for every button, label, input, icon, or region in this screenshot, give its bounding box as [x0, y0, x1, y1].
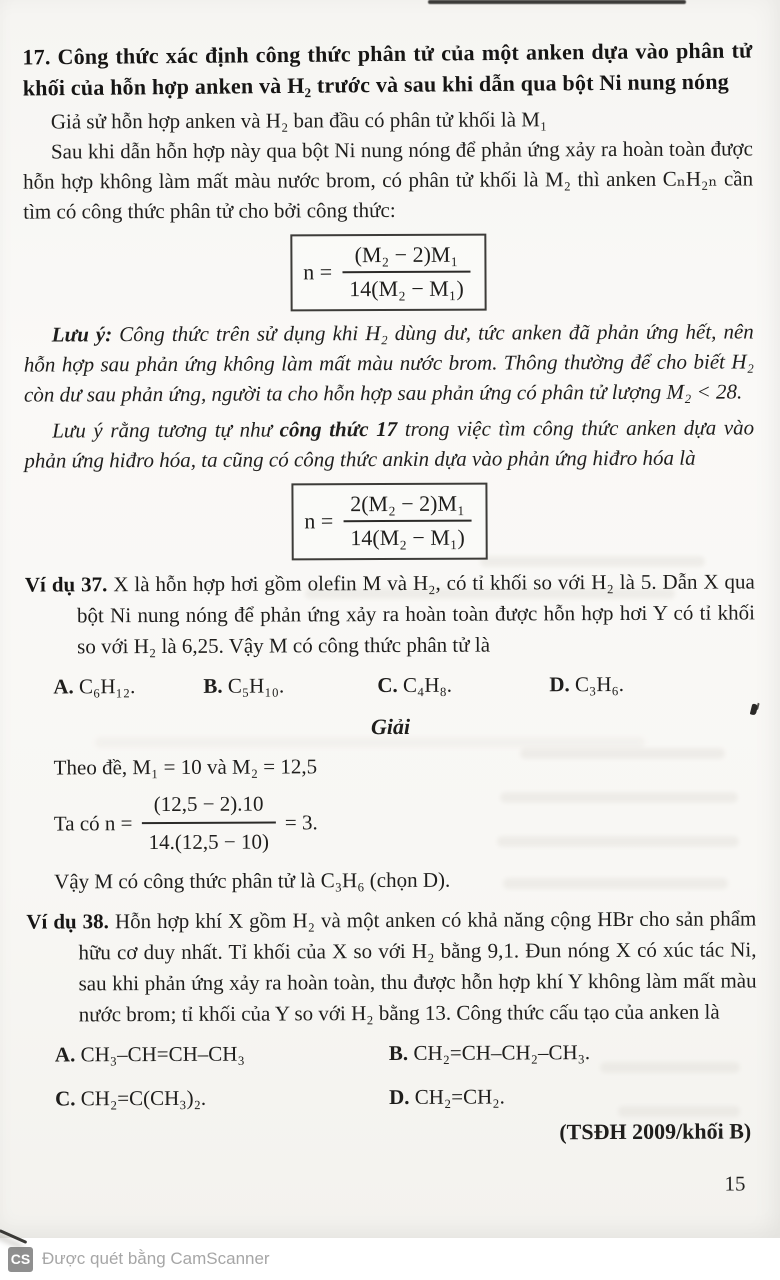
formula-1-fraction — [342, 242, 471, 303]
paragraph-derivation: Sau khi dẫn hỗn hợp này qua bột Ni nung nóng để phản ứng xảy ra hoàn toàn được hỗn hợp không làm mất màu nước brom, có phân tử khối là M₂ thì anken CₙH₂ₙ cần tìm có công thức phân tử cho bởi công thức: — [23, 136, 754, 224]
solution-title: Giải — [370, 713, 411, 740]
exam-source: (TSĐH 2009/khối B) — [559, 1118, 752, 1145]
note-2 — [24, 412, 754, 475]
solution-line-1: Theo đề, M₁ = 10 và M₂ = 12,5 — [53, 754, 318, 780]
example-37-label: Ví dụ 37. — [24, 572, 108, 597]
page-number: 15 — [724, 1171, 746, 1196]
note-2-bold: công thức 17 — [279, 416, 398, 442]
section-heading: 17. Công thức xác định công thức phân tử của một anken dựa vào phân tử khối của hỗn hợp anken và H₂ trước và sau khi dẫn qua bột Ni nung nóng — [22, 37, 753, 101]
formula-1-denominator: 14(M₂ − M₁) — [349, 275, 464, 302]
option-c: C. CH₂=C(CH₃)₂. — [55, 1085, 207, 1111]
option-a: A. C₆H₁₂. — [53, 674, 136, 699]
page-content — [22, 36, 757, 1201]
scan-artifact-top-edge — [428, 0, 686, 4]
note-1 — [24, 316, 754, 409]
solution-conclusion: Vậy M có công thức phân tử là C₃H₆ (chọn D). — [54, 867, 451, 894]
solution-equation-rhs: = 3. — [284, 810, 318, 835]
note-1-text: Công thức trên sử dụng khi H₂ dùng dư, tức anken đã phản ứng hết, nên hỗn hợp sau phản ứng không làm mất màu nước brom. Thông thường để cho biết H₂ còn dư sau phản ứng, người ta cho hỗn hợp sau phản ứng có phân tử lượng M₂ < 28. — [23, 319, 754, 407]
example-38 — [26, 903, 757, 1113]
formula-2-container — [24, 481, 754, 561]
formula-1-lhs: n = — [303, 259, 333, 285]
option-d: D. C₃H₆. — [549, 671, 625, 697]
note-1-label: Lưu ý: — [51, 322, 113, 347]
example-37-text: X là hỗn hợp hơi gồm olefin M và H₂, có tỉ khối so với H₂ là 5. Dẫn X qua bột Ni nung nóng để phản ứng xảy ra hoàn toàn được hỗn hợp hơi Y có tỉ khối so với H₂ là 6,25. Vậy M có công thức phân tử là — [76, 569, 756, 659]
formula-1-box — [290, 234, 487, 312]
solution-equation — [26, 786, 756, 857]
formula-2-denominator: 14(M₂ − M₁) — [350, 524, 465, 551]
example-38-label: Ví dụ 38. — [26, 909, 109, 934]
paragraph-assumption: Giả sử hỗn hợp anken và H₂ ban đầu có phân tử khối là M₁ — [50, 107, 548, 134]
note-2-pre: Lưu ý rằng tương tự như — [52, 417, 273, 443]
camscanner-footer — [0, 1238, 780, 1280]
solution-fraction-numerator: (12,5 − 2).10 — [141, 789, 275, 825]
formula-1-numerator: (M₂ − 2)M₁ — [342, 242, 471, 274]
example-38-options — [27, 1036, 757, 1113]
camscanner-caption: Được quét bằng CamScanner — [42, 1249, 270, 1268]
solution-fraction — [141, 789, 276, 858]
option-d: D. CH₂=CH₂. — [389, 1084, 505, 1110]
example-37-options — [25, 668, 755, 701]
formula-2-numerator: 2(M₂ − 2)M₁ — [343, 491, 472, 523]
note-2-post: trong việc tìm công thức anken dựa vào phản ứng hiđro hóa, ta cũng có công thức ankin dựa vào phản ứng hiđro hóa là — [24, 415, 755, 473]
camscanner-logo: CS — [8, 1247, 33, 1272]
option-a: A. CH₃–CH=CH–CH₃ — [54, 1041, 245, 1067]
example-37-statement — [25, 566, 755, 662]
example-37 — [25, 566, 756, 701]
example-38-statement — [26, 903, 757, 1030]
formula-2-fraction — [343, 491, 472, 552]
option-c: C. C₄H₈. — [377, 672, 453, 698]
formula-2-lhs: n = — [304, 508, 334, 534]
example-38-text: Hỗn hợp khí X gồm H₂ và một anken có khả năng cộng HBr cho sản phẩm hữu cơ duy nhất. Tỉ khối của X so với H₂ bằng 9,1. Đun nóng X có xúc tác Ni, sau khi phản ứng xảy ra hoàn toàn, thu được hỗn hợp khí Y không làm mất màu nước brom; tỉ khối của Y so với H₂ bằng 13. Công thức cấu tạo của anken là — [78, 906, 757, 1027]
solution-fraction-denominator: 14.(12,5 − 10) — [148, 829, 269, 855]
option-b: B. CH₂=CH–CH₂–CH₃. — [388, 1040, 591, 1066]
formula-2-box — [291, 483, 488, 561]
option-b: B. C₅H₁₀. — [203, 673, 285, 698]
solution-equation-lhs: Ta có n = — [53, 811, 133, 836]
formula-1-container — [23, 232, 753, 312]
